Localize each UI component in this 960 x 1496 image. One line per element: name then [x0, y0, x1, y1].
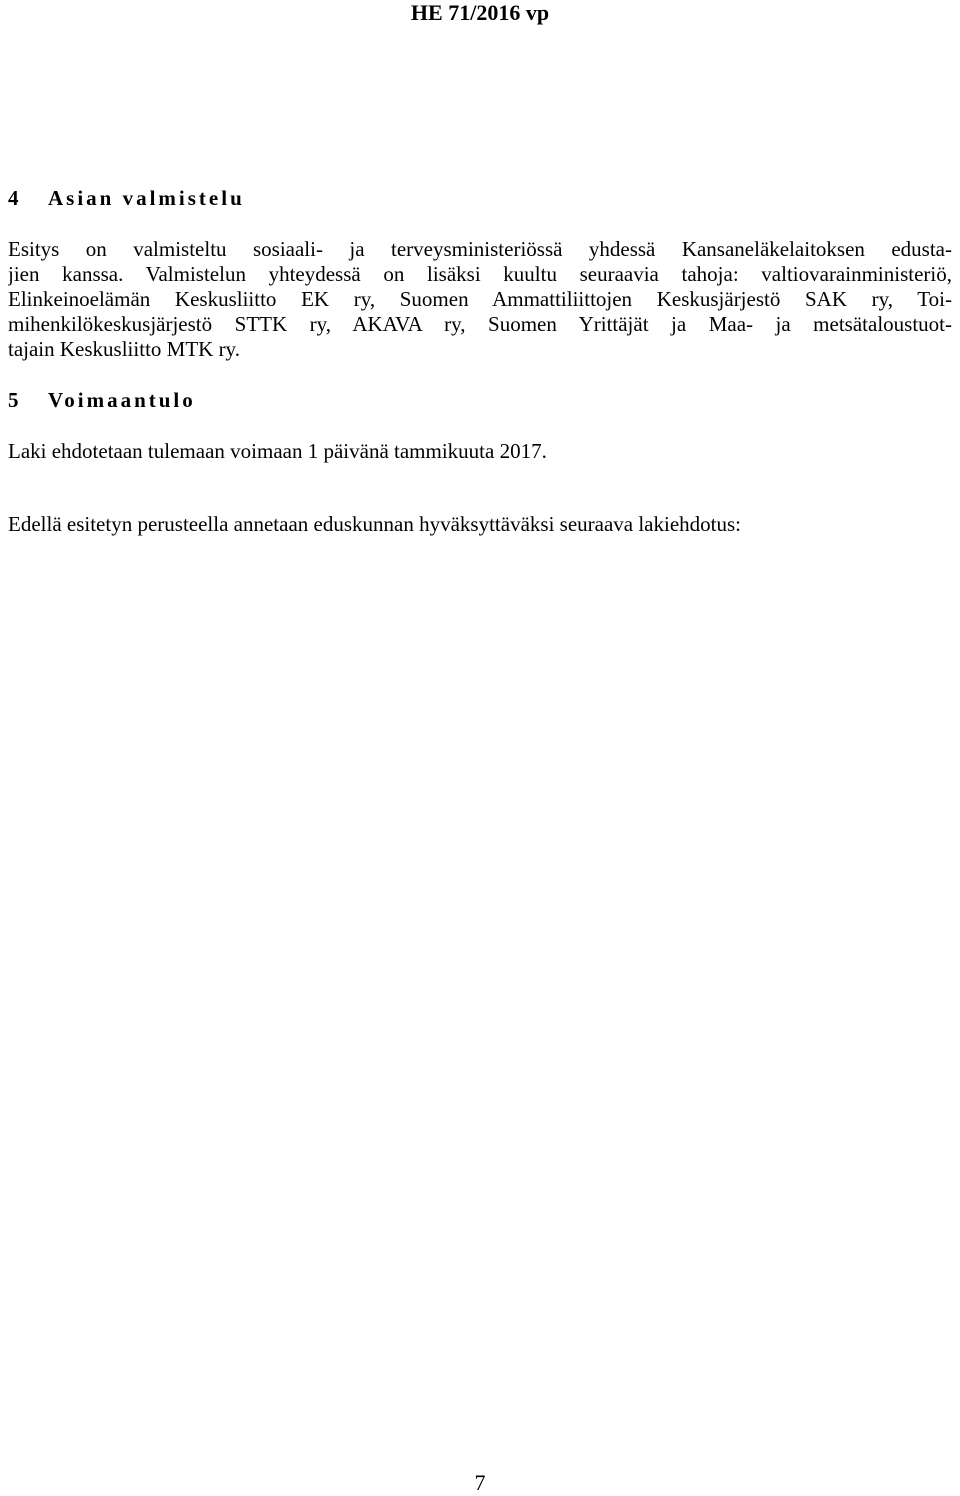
- paragraph-line: jien kanssa. Valmistelun yhteydessä on lisäksi kuultu seuraavia tahoja: valtiovarainministeriö,: [8, 262, 952, 286]
- section-title: Asian valmistelu: [48, 186, 245, 210]
- section-heading-4: [8, 186, 245, 211]
- closing-text: Edellä esitetyn perusteella annetaan eduskunnan hyväksyttäväksi seuraava lakiehdotus:: [8, 512, 742, 536]
- section-number: 4: [8, 186, 19, 210]
- section-heading-5: [8, 388, 196, 413]
- document-id: HE 71/2016 vp: [410, 0, 550, 25]
- paragraph-line: tajain Keskusliitto MTK ry.: [8, 337, 240, 361]
- paragraph-line: Esitys on valmisteltu sosiaali- ja terveysministeriössä yhdessä Kansaneläkelaitoksen edusta-: [8, 237, 952, 261]
- page-number: [0, 1470, 960, 1496]
- section-title: Voimaantulo: [48, 388, 196, 412]
- paragraph-line: Elinkeinoelämän Keskusliitto EK ry, Suomen Ammattiliittojen Keskusjärjestö SAK ry, Toi-: [8, 287, 952, 311]
- document-header: [0, 0, 960, 26]
- section-number: 5: [8, 388, 19, 412]
- section-5-paragraph: [8, 439, 952, 464]
- paragraph-line: mihenkilökeskusjärjestö STTK ry, AKAVA ry, Suomen Yrittäjät ja Maa- ja metsätaloustuot-: [8, 312, 952, 336]
- paragraph-text: Laki ehdotetaan tulemaan voimaan 1 päivänä tammikuuta 2017.: [8, 439, 547, 463]
- section-4-paragraph: [8, 237, 952, 362]
- page-number-text: 7: [474, 1470, 486, 1495]
- closing-statement: [8, 512, 952, 537]
